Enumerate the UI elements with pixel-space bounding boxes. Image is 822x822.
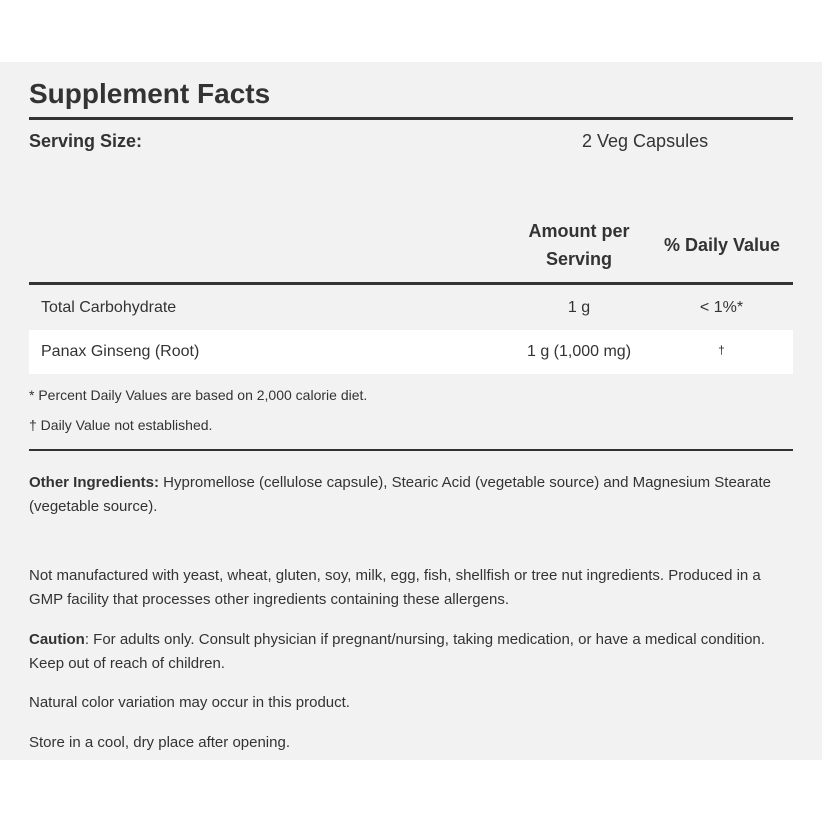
table-row: [29, 330, 793, 374]
color-note: Natural color variation may occur in this product.: [29, 694, 350, 711]
caution-label: Caution: [29, 631, 85, 648]
storage-note: Store in a cool, dry place after opening.: [29, 734, 290, 751]
nutrient-dv: †: [718, 343, 725, 357]
divider: [29, 282, 793, 285]
other-ingredients: [29, 471, 793, 519]
allergen-statement: Not manufactured with yeast, wheat, gluten, soy, milk, egg, fish, shellfish or tree nut ingredients. Produced in a GMP facility that processes other ingredients containing these allergens.: [29, 567, 761, 608]
serving-size-value: 2 Veg Capsules: [582, 131, 709, 151]
table-row: [29, 286, 793, 330]
page-title: Supplement Facts: [29, 78, 271, 109]
nutrient-dv: < 1%*: [699, 299, 744, 316]
footnote: * Percent Daily Values are based on 2,000 calorie diet.: [29, 387, 368, 403]
nutrient-name: Total Carbohydrate: [41, 299, 177, 316]
other-ingredients-label: Other Ingredients:: [29, 474, 160, 491]
daily-value-header: % Daily Value: [663, 235, 781, 255]
amount-header: Amount per Serving: [528, 221, 630, 269]
nutrient-amount: 1 g (1,000 mg): [526, 343, 632, 360]
serving-size-label: Serving Size:: [29, 131, 143, 151]
footnote: † Daily Value not established.: [29, 417, 213, 433]
other-ingredients-text: Hypromellose (cellulose capsule), Stearic Acid (vegetable source) and Magnesium Stearate (vegetable source).: [29, 474, 771, 515]
nutrient-amount: 1 g: [567, 299, 591, 316]
divider: [29, 117, 793, 120]
divider: [29, 449, 793, 451]
caution-text: : For adults only. Consult physician if pregnant/nursing, taking medication, or have a medical condition. Keep out of reach of children.: [29, 631, 765, 672]
caution-statement: [29, 628, 793, 676]
nutrient-name: Panax Ginseng (Root): [41, 343, 200, 360]
